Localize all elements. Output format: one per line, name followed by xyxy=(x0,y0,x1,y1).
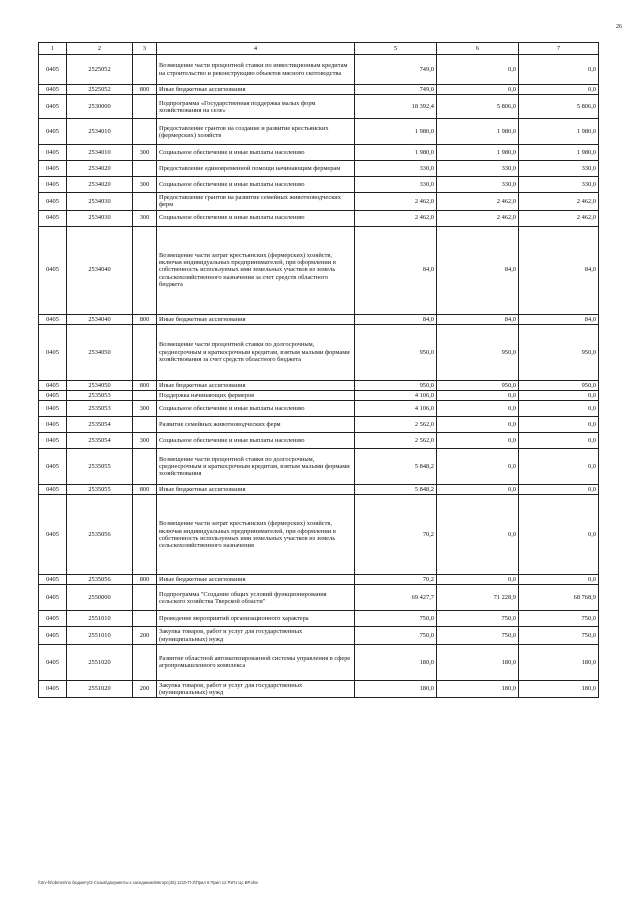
target-article-cell: 2535055 xyxy=(67,485,133,495)
expense-type-cell xyxy=(133,161,157,177)
amount-cell: 750,0 xyxy=(519,611,599,627)
amount-cell: 750,0 xyxy=(355,611,437,627)
column-header: 1 xyxy=(39,43,67,55)
target-article-cell: 2534050 xyxy=(67,380,133,390)
amount-cell: 1 980,0 xyxy=(437,119,519,145)
description-cell: Иные бюджетные ассигнования xyxy=(157,380,355,390)
target-article-cell: 2551010 xyxy=(67,627,133,644)
amount-cell: 750,0 xyxy=(519,627,599,644)
description-cell: Закупка товаров, работ и услуг для государственных (муниципальных) нужд xyxy=(157,680,355,697)
amount-cell: 950,0 xyxy=(437,324,519,380)
amount-cell: 68 768,9 xyxy=(519,585,599,611)
amount-cell: 950,0 xyxy=(519,380,599,390)
amount-cell: 0,0 xyxy=(437,85,519,95)
description-cell: Возмещение части процентной ставки по инвестиционным кредитам на строительство и реконструкцию объектов мясного скотоводства xyxy=(157,55,355,85)
amount-cell: 1 980,0 xyxy=(355,119,437,145)
amount-cell: 749,0 xyxy=(355,55,437,85)
amount-cell: 2 462,0 xyxy=(355,193,437,210)
table-row xyxy=(39,575,599,585)
table-row xyxy=(39,85,599,95)
description-cell: Подпрограмма «Государственная поддержка малых форм хозяйствования на селе» xyxy=(157,95,355,119)
amount-cell: 0,0 xyxy=(519,85,599,95)
expense-type-cell: 800 xyxy=(133,485,157,495)
target-article-cell: 2534030 xyxy=(67,193,133,210)
amount-cell: 1 980,0 xyxy=(519,145,599,161)
table-row xyxy=(39,119,599,145)
section-code-cell: 0405 xyxy=(39,324,67,380)
amount-cell: 2 562,0 xyxy=(355,417,437,433)
page-number: 26 xyxy=(616,24,622,30)
section-code-cell: 0405 xyxy=(39,611,67,627)
amount-cell: 0,0 xyxy=(437,401,519,417)
expense-type-cell xyxy=(133,193,157,210)
amount-cell: 0,0 xyxy=(437,55,519,85)
column-header: 4 xyxy=(157,43,355,55)
column-header: 7 xyxy=(519,43,599,55)
section-code-cell: 0405 xyxy=(39,314,67,324)
section-code-cell: 0405 xyxy=(39,585,67,611)
table-row xyxy=(39,145,599,161)
target-article-cell: 2534050 xyxy=(67,324,133,380)
amount-cell: 0,0 xyxy=(437,449,519,485)
amount-cell: 1 980,0 xyxy=(437,145,519,161)
section-code-cell: 0405 xyxy=(39,485,67,495)
target-article-cell: 2525052 xyxy=(67,55,133,85)
section-code-cell: 0405 xyxy=(39,177,67,193)
section-code-cell: 0405 xyxy=(39,85,67,95)
target-article-cell: 2535055 xyxy=(67,449,133,485)
amount-cell: 70,2 xyxy=(355,575,437,585)
amount-cell: 84,0 xyxy=(519,226,599,314)
description-cell: Иные бюджетные ассигнования xyxy=(157,485,355,495)
expense-type-cell xyxy=(133,390,157,400)
table-row xyxy=(39,95,599,119)
section-code-cell: 0405 xyxy=(39,226,67,314)
description-cell: Возмещение части затрат крестьянских (фермерских) хозяйств, включая индивидуальных предпринимателей, при оформлении в собственность используемых ими земельных участков из земель сельскохозяйственного назначения за счет средств областного бюджета xyxy=(157,226,355,314)
amount-cell: 330,0 xyxy=(519,177,599,193)
target-article-cell: 2535056 xyxy=(67,575,133,585)
section-code-cell: 0405 xyxy=(39,210,67,226)
expense-type-cell xyxy=(133,449,157,485)
target-article-cell: 2551010 xyxy=(67,611,133,627)
table-body xyxy=(39,55,599,698)
table-row xyxy=(39,314,599,324)
amount-cell: 2 462,0 xyxy=(355,210,437,226)
description-cell: Развитие областной автоматизированной системы управления в сфере агропромышленного комплекса xyxy=(157,644,355,680)
amount-cell: 180,0 xyxy=(519,644,599,680)
amount-cell: 0,0 xyxy=(437,575,519,585)
table-row xyxy=(39,433,599,449)
table-row xyxy=(39,226,599,314)
amount-cell: 330,0 xyxy=(519,161,599,177)
amount-cell: 2 462,0 xyxy=(437,210,519,226)
table-row xyxy=(39,495,599,575)
table-row xyxy=(39,417,599,433)
description-cell: Возмещение части процентной ставки по долгосрочным, среднесрочным и краткосрочным кредитам, взятым малыми формами хозяйствования xyxy=(157,449,355,485)
amount-cell: 84,0 xyxy=(437,226,519,314)
amount-cell: 18 392,4 xyxy=(355,95,437,119)
description-cell: Социальное обеспечение и иные выплаты населению xyxy=(157,210,355,226)
expense-type-cell xyxy=(133,585,157,611)
target-article-cell: 2534020 xyxy=(67,161,133,177)
amount-cell: 84,0 xyxy=(355,226,437,314)
amount-cell: 750,0 xyxy=(437,627,519,644)
amount-cell: 0,0 xyxy=(437,417,519,433)
expense-type-cell xyxy=(133,324,157,380)
target-article-cell: 2534010 xyxy=(67,145,133,161)
amount-cell: 180,0 xyxy=(519,680,599,697)
expense-type-cell: 800 xyxy=(133,575,157,585)
expense-type-cell: 200 xyxy=(133,680,157,697)
expense-type-cell xyxy=(133,611,157,627)
amount-cell: 750,0 xyxy=(355,627,437,644)
amount-cell: 180,0 xyxy=(437,680,519,697)
section-code-cell: 0405 xyxy=(39,680,67,697)
amount-cell: 5 848,2 xyxy=(355,449,437,485)
table-row xyxy=(39,55,599,85)
amount-cell: 749,0 xyxy=(355,85,437,95)
amount-cell: 330,0 xyxy=(355,161,437,177)
description-cell: Развитие семейных животноводческих ферм xyxy=(157,417,355,433)
table-row xyxy=(39,177,599,193)
amount-cell: 2 562,0 xyxy=(355,433,437,449)
amount-cell: 0,0 xyxy=(519,433,599,449)
section-code-cell: 0405 xyxy=(39,449,67,485)
table-row xyxy=(39,611,599,627)
amount-cell: 5 848,2 xyxy=(355,485,437,495)
amount-cell: 2 462,0 xyxy=(519,210,599,226)
table-row xyxy=(39,449,599,485)
description-cell: Иные бюджетные ассигнования xyxy=(157,314,355,324)
expense-type-cell xyxy=(133,417,157,433)
amount-cell: 0,0 xyxy=(437,433,519,449)
expense-type-cell xyxy=(133,95,157,119)
section-code-cell: 0405 xyxy=(39,380,67,390)
description-cell: Иные бюджетные ассигнования xyxy=(157,575,355,585)
description-cell: Предоставление единовременной помощи начинающим фермерам xyxy=(157,161,355,177)
amount-cell: 180,0 xyxy=(437,644,519,680)
table-row xyxy=(39,193,599,210)
column-header: 5 xyxy=(355,43,437,55)
amount-cell: 180,0 xyxy=(355,644,437,680)
amount-cell: 0,0 xyxy=(519,55,599,85)
amount-cell: 0,0 xyxy=(437,390,519,400)
table-row xyxy=(39,210,599,226)
expense-type-cell: 300 xyxy=(133,145,157,161)
amount-cell: 330,0 xyxy=(355,177,437,193)
target-article-cell: 2535053 xyxy=(67,390,133,400)
amount-cell: 2 462,0 xyxy=(437,193,519,210)
column-header: 3 xyxy=(133,43,157,55)
file-path-footer: \\Srv-fs\obmen\по бюджету\3 Созыв\документы к заседанию\Ингорс(45) 1210-П-3\Прил 6 Прил 12 РзПз Цс ВР.xlsx xyxy=(38,880,258,885)
amount-cell: 0,0 xyxy=(437,485,519,495)
expense-type-cell xyxy=(133,226,157,314)
target-article-cell: 2551020 xyxy=(67,680,133,697)
amount-cell: 84,0 xyxy=(437,314,519,324)
amount-cell: 1 980,0 xyxy=(519,119,599,145)
amount-cell: 69 427,7 xyxy=(355,585,437,611)
amount-cell: 950,0 xyxy=(519,324,599,380)
amount-cell: 180,0 xyxy=(355,680,437,697)
budget-table xyxy=(38,42,599,698)
description-cell: Закупка товаров, работ и услуг для государственных (муниципальных) нужд xyxy=(157,627,355,644)
amount-cell: 5 806,0 xyxy=(519,95,599,119)
table-row xyxy=(39,644,599,680)
table-row xyxy=(39,627,599,644)
description-cell: Проведение мероприятий организационного характера xyxy=(157,611,355,627)
amount-cell: 0,0 xyxy=(519,485,599,495)
column-header: 2 xyxy=(67,43,133,55)
expense-type-cell: 800 xyxy=(133,314,157,324)
table-row xyxy=(39,680,599,697)
table-row xyxy=(39,401,599,417)
description-cell: Возмещение части затрат крестьянских (фермерских) хозяйств, включая индивидуальных предпринимателей, при оформлении в собственность используемых ими земельных участков из земель сельскохозяйственного назначения xyxy=(157,495,355,575)
expense-type-cell xyxy=(133,55,157,85)
description-cell: Социальное обеспечение и иные выплаты населению xyxy=(157,433,355,449)
target-article-cell: 2550000 xyxy=(67,585,133,611)
amount-cell: 950,0 xyxy=(355,380,437,390)
amount-cell: 950,0 xyxy=(355,324,437,380)
description-cell: Предоставление грантов на развитие семейных животноводческих ферм xyxy=(157,193,355,210)
description-cell: Возмещение части процентной ставки по долгосрочным, среднесрочным и краткосрочным кредитам, взятым малыми формами хозяйствования за счет средств областного бюджета xyxy=(157,324,355,380)
target-article-cell: 2525052 xyxy=(67,85,133,95)
section-code-cell: 0405 xyxy=(39,644,67,680)
amount-cell: 71 228,9 xyxy=(437,585,519,611)
description-cell: Иные бюджетные ассигнования xyxy=(157,85,355,95)
target-article-cell: 2535056 xyxy=(67,495,133,575)
section-code-cell: 0405 xyxy=(39,575,67,585)
amount-cell: 0,0 xyxy=(519,401,599,417)
target-article-cell: 2535054 xyxy=(67,433,133,449)
section-code-cell: 0405 xyxy=(39,417,67,433)
expense-type-cell: 200 xyxy=(133,627,157,644)
amount-cell: 84,0 xyxy=(519,314,599,324)
table-row xyxy=(39,161,599,177)
amount-cell: 0,0 xyxy=(519,417,599,433)
amount-cell: 0,0 xyxy=(437,495,519,575)
section-code-cell: 0405 xyxy=(39,145,67,161)
table-row xyxy=(39,380,599,390)
amount-cell: 5 806,0 xyxy=(437,95,519,119)
amount-cell: 84,0 xyxy=(355,314,437,324)
amount-cell: 950,0 xyxy=(437,380,519,390)
table-row xyxy=(39,324,599,380)
amount-cell: 750,0 xyxy=(437,611,519,627)
target-article-cell: 2534040 xyxy=(67,226,133,314)
amount-cell: 2 462,0 xyxy=(519,193,599,210)
amount-cell: 0,0 xyxy=(519,495,599,575)
target-article-cell: 2534030 xyxy=(67,210,133,226)
amount-cell: 0,0 xyxy=(519,390,599,400)
table-header-row xyxy=(39,43,599,55)
target-article-cell: 2535054 xyxy=(67,417,133,433)
amount-cell: 330,0 xyxy=(437,177,519,193)
expense-type-cell: 300 xyxy=(133,433,157,449)
amount-cell: 0,0 xyxy=(519,449,599,485)
section-code-cell: 0405 xyxy=(39,433,67,449)
target-article-cell: 2534010 xyxy=(67,119,133,145)
target-article-cell: 2535053 xyxy=(67,401,133,417)
section-code-cell: 0405 xyxy=(39,495,67,575)
target-article-cell: 2530000 xyxy=(67,95,133,119)
target-article-cell: 2551020 xyxy=(67,644,133,680)
expense-type-cell: 300 xyxy=(133,177,157,193)
table-row xyxy=(39,485,599,495)
section-code-cell: 0405 xyxy=(39,55,67,85)
expense-type-cell: 800 xyxy=(133,85,157,95)
expense-type-cell: 300 xyxy=(133,210,157,226)
section-code-cell: 0405 xyxy=(39,161,67,177)
table-row xyxy=(39,585,599,611)
description-cell: Подпрограмма "Создание общих условий функционирования сельского хозяйства Тверской области" xyxy=(157,585,355,611)
section-code-cell: 0405 xyxy=(39,95,67,119)
target-article-cell: 2534020 xyxy=(67,177,133,193)
amount-cell: 70,2 xyxy=(355,495,437,575)
expense-type-cell: 300 xyxy=(133,401,157,417)
target-article-cell: 2534040 xyxy=(67,314,133,324)
amount-cell: 0,0 xyxy=(519,575,599,585)
expense-type-cell xyxy=(133,495,157,575)
expense-type-cell xyxy=(133,644,157,680)
amount-cell: 1 980,0 xyxy=(355,145,437,161)
description-cell: Предоставление грантов на создание и развитие крестьянских (фермерских) хозяйств xyxy=(157,119,355,145)
expense-type-cell: 800 xyxy=(133,380,157,390)
description-cell: Социальное обеспечение и иные выплаты населению xyxy=(157,177,355,193)
expense-type-cell xyxy=(133,119,157,145)
section-code-cell: 0405 xyxy=(39,390,67,400)
table-row xyxy=(39,390,599,400)
amount-cell: 4 106,0 xyxy=(355,401,437,417)
description-cell: Социальное обеспечение и иные выплаты населению xyxy=(157,401,355,417)
section-code-cell: 0405 xyxy=(39,193,67,210)
section-code-cell: 0405 xyxy=(39,119,67,145)
section-code-cell: 0405 xyxy=(39,627,67,644)
description-cell: Социальное обеспечение и иные выплаты населению xyxy=(157,145,355,161)
section-code-cell: 0405 xyxy=(39,401,67,417)
amount-cell: 330,0 xyxy=(437,161,519,177)
column-header: 6 xyxy=(437,43,519,55)
description-cell: Поддержка начинающих фермеров xyxy=(157,390,355,400)
amount-cell: 4 106,0 xyxy=(355,390,437,400)
